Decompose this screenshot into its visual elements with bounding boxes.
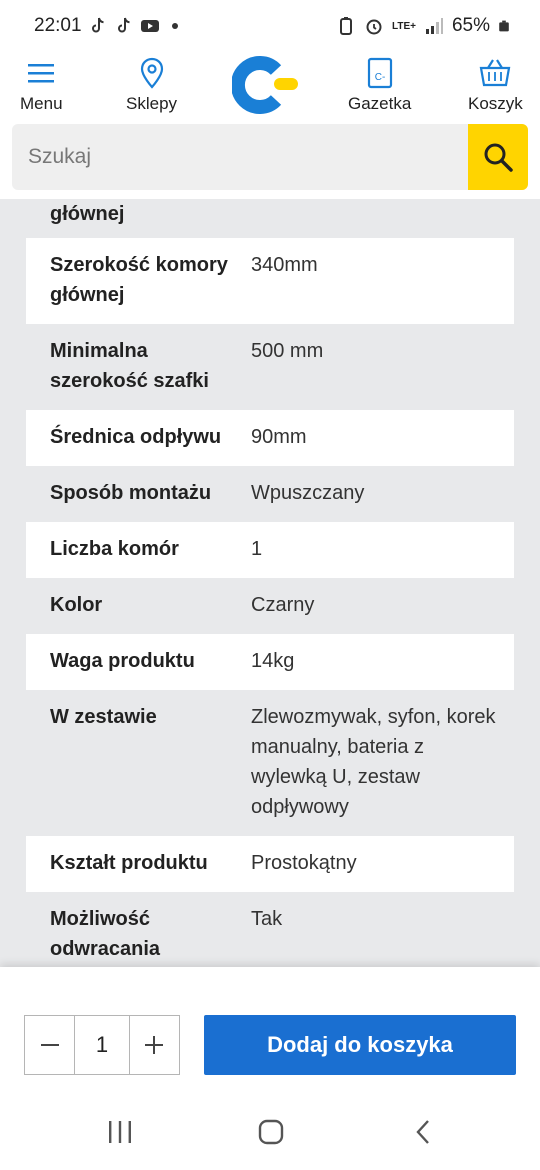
spec-value: 1 bbox=[251, 538, 263, 560]
spec-row bbox=[26, 324, 514, 410]
youtube-icon bbox=[140, 16, 160, 36]
spec-value: 500 mm bbox=[251, 340, 324, 362]
map-pin-icon bbox=[135, 56, 169, 90]
product-specs-section bbox=[0, 199, 540, 967]
shops-button[interactable] bbox=[126, 56, 177, 114]
hamburger-menu-icon bbox=[24, 56, 58, 90]
spec-value bbox=[251, 199, 514, 224]
spec-row bbox=[26, 578, 514, 634]
spec-row bbox=[26, 892, 514, 967]
castorama-logo-icon bbox=[232, 56, 300, 114]
increase-quantity-button[interactable] bbox=[130, 1016, 179, 1074]
spec-row bbox=[26, 410, 514, 466]
flyer-icon bbox=[363, 56, 397, 90]
cart-button[interactable] bbox=[468, 56, 523, 114]
quantity-stepper bbox=[24, 1015, 180, 1075]
spec-value: Zlewozmywak, syfon, korek manualny, bateria z wylewką U, zestaw odpływowy bbox=[251, 706, 496, 818]
battery-saver-icon bbox=[336, 16, 356, 36]
tiktok-icon bbox=[88, 16, 108, 36]
spec-row bbox=[26, 836, 514, 892]
back-icon[interactable] bbox=[410, 1119, 438, 1145]
spec-name: Liczba komór bbox=[50, 538, 179, 560]
status-time: 22:01 bbox=[34, 15, 82, 36]
shops-label: Sklepy bbox=[126, 94, 178, 113]
add-to-cart-bar bbox=[0, 967, 540, 1093]
logo-link[interactable] bbox=[232, 56, 300, 114]
spec-name: Możliwość odwracania bbox=[50, 908, 161, 960]
flyer-button[interactable] bbox=[348, 56, 411, 114]
spec-row bbox=[26, 466, 514, 522]
notification-dot bbox=[172, 23, 178, 29]
spec-row bbox=[26, 690, 514, 836]
cart-label: Koszyk bbox=[468, 94, 523, 113]
flyer-icon-text: C- bbox=[374, 72, 385, 83]
spec-table bbox=[26, 199, 514, 967]
signal-icon bbox=[424, 16, 444, 36]
spec-row bbox=[26, 522, 514, 578]
spec-value: 340mm bbox=[251, 254, 318, 276]
spec-name: Średnica odpływu bbox=[50, 426, 222, 448]
menu-button[interactable] bbox=[20, 56, 63, 114]
system-nav-bar bbox=[0, 1093, 540, 1170]
network-type: LTE+ bbox=[391, 20, 416, 32]
spec-value: Tak bbox=[251, 908, 283, 930]
spec-row-partial bbox=[26, 199, 514, 238]
spec-row bbox=[26, 634, 514, 690]
recent-apps-icon[interactable] bbox=[106, 1119, 134, 1145]
search-button[interactable] bbox=[468, 124, 528, 190]
spec-row bbox=[26, 238, 514, 324]
search-icon bbox=[481, 140, 515, 174]
spec-name: Kształt produktu bbox=[50, 852, 208, 874]
spec-name: Minimalna szerokość szafki bbox=[50, 340, 209, 392]
tiktok-icon bbox=[114, 16, 134, 36]
quantity-input[interactable]: 1 bbox=[74, 1016, 129, 1074]
spec-name: Waga produktu bbox=[50, 650, 195, 672]
battery-icon bbox=[498, 16, 510, 36]
decrease-quantity-button[interactable] bbox=[25, 1016, 74, 1074]
add-to-cart-button[interactable]: Dodaj do koszyka bbox=[204, 1015, 516, 1075]
menu-label: Menu bbox=[20, 94, 63, 113]
minus-icon bbox=[39, 1034, 61, 1056]
search-input[interactable] bbox=[12, 124, 468, 190]
spec-value: 14kg bbox=[251, 650, 295, 672]
battery-percent: 65% bbox=[451, 15, 490, 36]
spec-name: głównej bbox=[50, 203, 125, 225]
home-icon[interactable] bbox=[257, 1119, 285, 1145]
spec-name: W zestawie bbox=[50, 706, 157, 728]
spec-value: Czarny bbox=[251, 594, 315, 616]
status-bar bbox=[0, 0, 540, 52]
flyer-label: Gazetka bbox=[348, 94, 412, 113]
spec-name: Szerokość komory głównej bbox=[50, 254, 228, 306]
search-bar bbox=[12, 124, 528, 190]
basket-icon bbox=[478, 56, 512, 90]
spec-name: Kolor bbox=[50, 594, 103, 616]
spec-value: Wpuszczany bbox=[251, 482, 365, 504]
app-header bbox=[0, 52, 540, 120]
plus-icon bbox=[143, 1034, 165, 1056]
spec-name: Sposób montażu bbox=[50, 482, 212, 504]
alarm-icon bbox=[364, 16, 384, 36]
spec-value: 90mm bbox=[251, 426, 307, 448]
spec-value: Prostokątny bbox=[251, 852, 357, 874]
